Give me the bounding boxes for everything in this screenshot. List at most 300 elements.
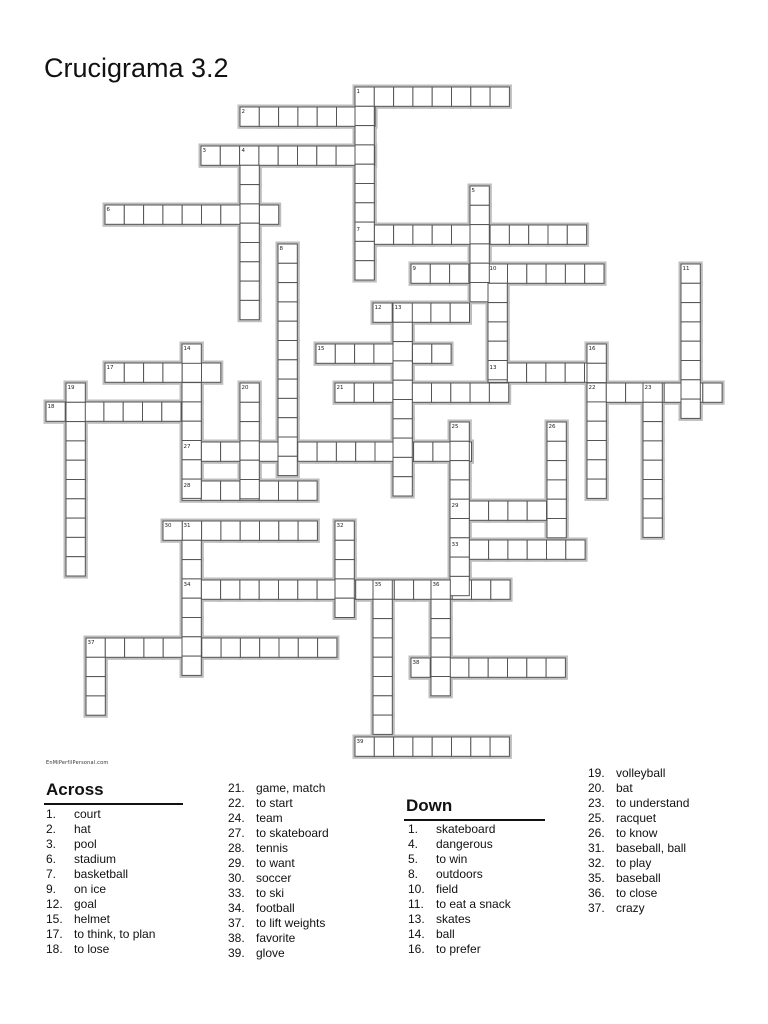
crossword-cell[interactable] <box>546 264 565 283</box>
crossword-cell[interactable] <box>431 677 450 696</box>
crossword-cell[interactable] <box>394 87 413 106</box>
crossword-cell[interactable] <box>373 715 392 734</box>
crossword-cell[interactable] <box>681 322 700 341</box>
clue-number: 35. <box>588 871 605 885</box>
crossword-cell[interactable] <box>124 363 143 382</box>
crossword-cell[interactable] <box>431 619 450 638</box>
crossword-cell[interactable] <box>529 225 548 244</box>
crossword-cell[interactable] <box>355 145 374 164</box>
crossword-cell[interactable] <box>66 422 85 441</box>
crossword-cell[interactable] <box>433 442 452 461</box>
crossword-cell[interactable] <box>279 638 298 657</box>
crossword-cell[interactable] <box>240 460 259 479</box>
clue-text: crazy <box>616 901 645 915</box>
crossword-cell[interactable] <box>450 576 469 595</box>
crossword-cell[interactable] <box>527 363 546 382</box>
crossword-cell[interactable] <box>452 225 471 244</box>
crossword-cell[interactable] <box>182 618 201 637</box>
crossword-cell[interactable] <box>643 422 662 441</box>
crossword-cell[interactable] <box>318 638 337 657</box>
across-clue <box>228 841 288 856</box>
clue-number: 6. <box>46 852 57 866</box>
crossword-cell[interactable] <box>163 638 182 657</box>
crossword-cell[interactable] <box>414 442 433 461</box>
crossword-cell[interactable] <box>546 658 565 677</box>
crossword-cell[interactable] <box>431 303 450 322</box>
crossword-cell[interactable] <box>356 580 375 599</box>
down-heading: Down <box>406 796 453 815</box>
crossword-cell[interactable] <box>430 264 449 283</box>
crossword-cell[interactable] <box>298 146 317 165</box>
crossword-cell[interactable] <box>278 437 297 456</box>
crossword-cell[interactable] <box>681 361 700 380</box>
crossword-cell[interactable] <box>144 363 163 382</box>
crossword-cell[interactable] <box>278 360 297 379</box>
crossword-cell[interactable] <box>240 185 259 204</box>
crossword-cell[interactable] <box>144 205 163 224</box>
crossword-cell[interactable] <box>489 383 508 402</box>
crossword-cell[interactable] <box>240 422 259 441</box>
crossword-cell[interactable] <box>182 205 201 224</box>
crossword-cell[interactable] <box>298 481 317 500</box>
crossword-cell[interactable] <box>201 442 220 461</box>
cell-number: 2 <box>241 109 245 115</box>
crossword-cell[interactable] <box>547 441 566 460</box>
crossword-cell[interactable] <box>66 441 85 460</box>
crossword-cell[interactable] <box>432 225 451 244</box>
crossword-cell[interactable] <box>317 146 336 165</box>
crossword-cell[interactable] <box>337 107 356 126</box>
crossword-cell[interactable] <box>470 263 489 282</box>
clue-text: game, match <box>256 781 326 795</box>
crossword-cell[interactable] <box>432 87 451 106</box>
crossword-cell[interactable] <box>488 341 507 360</box>
crossword-cell[interactable] <box>335 344 354 363</box>
crossword-cell[interactable] <box>278 263 297 282</box>
crossword-cell[interactable] <box>489 540 508 559</box>
crossword-cell[interactable] <box>567 225 586 244</box>
crossword-cell[interactable] <box>681 303 700 322</box>
crossword-cell[interactable] <box>182 460 201 479</box>
crossword-cell[interactable] <box>202 521 221 540</box>
crossword-cell[interactable] <box>450 658 469 677</box>
crossword-cell[interactable] <box>509 225 528 244</box>
crossword-cell[interactable] <box>221 580 240 599</box>
crossword-cell[interactable] <box>527 264 546 283</box>
crossword-cell[interactable] <box>335 540 354 559</box>
crossword-cell[interactable] <box>547 540 566 559</box>
crossword-cell[interactable] <box>488 658 507 677</box>
crossword-cell[interactable] <box>66 460 85 479</box>
crossword-cell[interactable] <box>336 146 355 165</box>
crossword-cell[interactable] <box>546 363 565 382</box>
crossword-cell[interactable] <box>393 438 412 457</box>
crossword-cell[interactable] <box>527 540 546 559</box>
crossword-cell[interactable] <box>585 264 604 283</box>
crossword-cell[interactable] <box>681 380 700 399</box>
crossword-cell[interactable] <box>450 441 469 460</box>
crossword-cell[interactable] <box>278 341 297 360</box>
crossword-cell[interactable] <box>66 480 85 499</box>
crossword-cell[interactable] <box>587 441 606 460</box>
crossword-cell[interactable] <box>470 225 489 244</box>
crossword-cell[interactable] <box>201 481 220 500</box>
crossword-cell[interactable] <box>565 264 584 283</box>
across-clue <box>228 931 295 946</box>
crossword-cell[interactable] <box>374 87 393 106</box>
clue-text: pool <box>74 837 97 851</box>
crossword-cell[interactable] <box>259 481 278 500</box>
crossword-cell[interactable] <box>470 244 489 263</box>
crossword-cell[interactable] <box>432 383 451 402</box>
crossword-cell[interactable] <box>643 441 662 460</box>
crossword-cell[interactable] <box>681 283 700 302</box>
crossword-cell[interactable] <box>547 461 566 480</box>
crossword-cell[interactable] <box>373 638 392 657</box>
cell-number: 27 <box>183 444 191 450</box>
crossword-cell[interactable] <box>472 580 491 599</box>
crossword-cell[interactable] <box>470 383 489 402</box>
crossword-cell[interactable] <box>393 457 412 476</box>
cell-number: 17 <box>106 365 114 371</box>
crossword-cell[interactable] <box>547 519 566 538</box>
crossword-cell[interactable] <box>144 638 163 657</box>
crossword-cell[interactable] <box>221 481 240 500</box>
crossword-cell[interactable] <box>317 442 336 461</box>
crossword-cell[interactable] <box>66 537 85 556</box>
crossword-cell[interactable] <box>507 363 526 382</box>
crossword-cell[interactable] <box>240 300 259 319</box>
crossword-cell[interactable] <box>104 402 123 421</box>
crossword-cell[interactable] <box>469 540 488 559</box>
cell-number: 36 <box>432 582 440 588</box>
crossword-cell[interactable] <box>335 579 354 598</box>
crossword-cell[interactable] <box>221 638 240 657</box>
crossword-cell[interactable] <box>587 460 606 479</box>
crossword-cell[interactable] <box>221 442 240 461</box>
crossword-cell[interactable] <box>527 501 546 520</box>
crossword-cell[interactable] <box>470 205 489 224</box>
crossword-cell[interactable] <box>335 598 354 617</box>
crossword-cell[interactable] <box>202 363 221 382</box>
crossword-cell[interactable] <box>259 205 278 224</box>
crossword-cell[interactable] <box>450 557 469 576</box>
crossword-cell[interactable] <box>508 501 527 520</box>
crossword-cell[interactable] <box>240 402 259 421</box>
crossword-cell[interactable] <box>278 283 297 302</box>
crossword-cell[interactable] <box>393 477 412 496</box>
crossword-cell[interactable] <box>354 383 373 402</box>
crossword-cell[interactable] <box>587 479 606 498</box>
clue-text: to start <box>256 796 293 810</box>
crossword-cell[interactable] <box>86 657 105 676</box>
crossword-cell[interactable] <box>85 402 104 421</box>
crossword-cell[interactable] <box>643 499 662 518</box>
crossword-cell[interactable] <box>240 441 259 460</box>
crossword-cell[interactable] <box>470 283 489 302</box>
crossword-cell[interactable] <box>278 418 297 437</box>
crossword-cell[interactable] <box>86 696 105 715</box>
crossword-cell[interactable] <box>431 599 450 618</box>
crossword-cell[interactable] <box>260 638 279 657</box>
crossword-cell[interactable] <box>491 580 510 599</box>
across-clue <box>46 807 101 822</box>
crossword-cell[interactable] <box>374 225 393 244</box>
crossword-cell[interactable] <box>452 737 471 756</box>
crossword-cell[interactable] <box>240 165 259 184</box>
crossword-cell[interactable] <box>279 521 298 540</box>
crossword-cell[interactable] <box>450 461 469 480</box>
crossword-cell[interactable] <box>547 480 566 499</box>
crossword-cell[interactable] <box>469 501 488 520</box>
crossword-cell[interactable] <box>394 580 413 599</box>
crossword-cell[interactable] <box>182 637 201 656</box>
crossword-cell[interactable] <box>182 656 201 675</box>
cell-number: 26 <box>548 424 556 430</box>
cell-number: 23 <box>644 385 652 391</box>
crossword-cell[interactable] <box>587 421 606 440</box>
across-clue <box>228 901 295 916</box>
crossword-cell[interactable] <box>355 344 374 363</box>
crossword-cell[interactable] <box>335 560 354 579</box>
crossword-cell[interactable] <box>240 638 259 657</box>
crossword-cell[interactable] <box>355 184 374 203</box>
crossword-cell[interactable] <box>374 383 393 402</box>
crossword-cell[interactable] <box>336 442 355 461</box>
across-clue <box>46 942 109 957</box>
crossword-cell[interactable] <box>626 383 645 402</box>
crossword-cell[interactable] <box>373 599 392 618</box>
crossword-cell[interactable] <box>143 402 162 421</box>
crossword-cell[interactable] <box>202 638 221 657</box>
crossword-cell[interactable] <box>221 205 240 224</box>
down-clue <box>408 912 471 927</box>
crossword-cell[interactable] <box>490 737 509 756</box>
crossword-cell[interactable] <box>508 264 527 283</box>
crossword-cell[interactable] <box>182 598 201 617</box>
crossword-cell[interactable] <box>373 657 392 676</box>
clue-text: basketball <box>74 867 129 881</box>
clue-text: to skateboard <box>256 826 329 840</box>
crossword-cell[interactable] <box>182 383 201 402</box>
crossword-cell[interactable] <box>490 225 509 244</box>
crossword-cell[interactable] <box>393 380 412 399</box>
clue-text: soccer <box>256 871 292 885</box>
crossword-cell[interactable] <box>66 402 85 421</box>
crossword-cell[interactable] <box>182 421 201 440</box>
cell-number: 7 <box>356 227 360 233</box>
crossword-cell[interactable] <box>565 363 584 382</box>
crossword-cell[interactable] <box>412 303 431 322</box>
crossword-cell[interactable] <box>355 126 374 145</box>
crossword-cell[interactable] <box>432 344 451 363</box>
crossword-cell[interactable] <box>587 363 606 382</box>
crossword-cell[interactable] <box>490 87 509 106</box>
crossword-cell[interactable] <box>469 658 488 677</box>
crossword-cell[interactable] <box>471 737 490 756</box>
clue-number: 10. <box>408 882 425 896</box>
crossword-cell[interactable] <box>182 540 201 559</box>
down-clue <box>588 856 651 871</box>
cell-number: 16 <box>588 346 596 352</box>
crossword-cell[interactable] <box>259 146 278 165</box>
crossword-cell[interactable] <box>66 518 85 537</box>
crossword-cell[interactable] <box>317 107 336 126</box>
crossword-cell[interactable] <box>393 342 412 361</box>
crossword-cell[interactable] <box>414 580 433 599</box>
clue-text: to lift weights <box>256 916 326 930</box>
cell-number: 8 <box>279 246 283 252</box>
crossword-cell[interactable] <box>450 303 469 322</box>
across-clue <box>46 897 97 912</box>
crossword-cell[interactable] <box>375 442 394 461</box>
crossword-cell[interactable] <box>259 442 278 461</box>
crossword-cell[interactable] <box>123 402 142 421</box>
crossword-cell[interactable] <box>240 262 259 281</box>
clue-number: 1. <box>408 822 419 836</box>
crossword-cell[interactable] <box>394 737 413 756</box>
crossword-cell[interactable] <box>201 580 220 599</box>
crossword-cell[interactable] <box>240 223 259 242</box>
crossword-cell[interactable] <box>450 264 469 283</box>
crossword-cell[interactable] <box>221 521 240 540</box>
clue-number: 15. <box>46 912 63 926</box>
crossword-cell[interactable] <box>450 519 469 538</box>
crossword-cell[interactable] <box>240 243 259 262</box>
crossword-cell[interactable] <box>278 456 297 475</box>
crossword-cell[interactable] <box>547 499 566 518</box>
crossword-cell[interactable] <box>452 87 471 106</box>
crossword-cell[interactable] <box>240 480 259 499</box>
crossword-cell[interactable] <box>220 146 239 165</box>
crossword-cell[interactable] <box>240 580 259 599</box>
crossword-cell[interactable] <box>355 241 374 260</box>
crossword-cell[interactable] <box>508 658 527 677</box>
crossword-cell[interactable] <box>298 638 317 657</box>
crossword-cell[interactable] <box>279 481 298 500</box>
across-clue <box>46 852 116 867</box>
cell-number: 10 <box>489 266 497 272</box>
crossword-cell[interactable] <box>298 521 317 540</box>
crossword-cell[interactable] <box>643 402 662 421</box>
crossword-cell[interactable] <box>374 344 393 363</box>
grid-cells <box>46 87 722 756</box>
crossword-cell[interactable] <box>278 302 297 321</box>
crossword-cell[interactable] <box>488 322 507 341</box>
crossword-cell[interactable] <box>681 399 700 418</box>
crossword-cell[interactable] <box>355 164 374 183</box>
crossword-cell[interactable] <box>182 560 201 579</box>
crossword-cell[interactable] <box>527 658 546 677</box>
crossword-cell[interactable] <box>279 580 298 599</box>
crossword-cell[interactable] <box>240 204 259 223</box>
crossword-cell[interactable] <box>298 442 317 461</box>
crossword-cell[interactable] <box>260 521 279 540</box>
crossword-cell[interactable] <box>431 638 450 657</box>
crossword-cell[interactable] <box>471 87 490 106</box>
crossword-cell[interactable] <box>374 737 393 756</box>
crossword-cell[interactable] <box>298 107 317 126</box>
crossword-cell[interactable] <box>643 460 662 479</box>
crossword-cell[interactable] <box>240 281 259 300</box>
crossword-cell[interactable] <box>202 205 221 224</box>
crossword-cell[interactable] <box>489 501 508 520</box>
crossword-cell[interactable] <box>431 657 450 676</box>
crossword-cell[interactable] <box>278 379 297 398</box>
crossword-cell[interactable] <box>488 303 507 322</box>
clue-text: to ski <box>256 886 285 900</box>
crossword-cell[interactable] <box>393 400 412 419</box>
crossword-cell[interactable] <box>162 402 181 421</box>
crossword-cell[interactable] <box>317 580 336 599</box>
crossword-cell[interactable] <box>163 205 182 224</box>
crossword-cell[interactable] <box>298 580 317 599</box>
crossword-cell[interactable] <box>105 638 124 657</box>
crossword-cell[interactable] <box>278 146 297 165</box>
crossword-cell[interactable] <box>413 225 432 244</box>
cell-number: 9 <box>412 266 416 272</box>
crossword-cell[interactable] <box>451 383 470 402</box>
crossword-cell[interactable] <box>373 619 392 638</box>
crossword-cell[interactable] <box>413 87 432 106</box>
crossword-cell[interactable] <box>587 402 606 421</box>
crossword-cell[interactable] <box>606 383 625 402</box>
crossword-cell[interactable] <box>355 261 374 280</box>
crossword-cell[interactable] <box>548 225 567 244</box>
crossword-cell[interactable] <box>394 225 413 244</box>
crossword-cell[interactable] <box>124 205 143 224</box>
crossword-cell[interactable] <box>681 341 700 360</box>
crossword-cell[interactable] <box>163 363 182 382</box>
crossword-cell[interactable] <box>278 398 297 417</box>
crossword-cell[interactable] <box>279 107 298 126</box>
crossword-cell[interactable] <box>355 203 374 222</box>
crossword-cell[interactable] <box>488 283 507 302</box>
crossword-cell[interactable] <box>182 402 201 421</box>
crossword-cell[interactable] <box>86 677 105 696</box>
crossword-cell[interactable] <box>373 677 392 696</box>
crossword-cell[interactable] <box>356 442 375 461</box>
cell-number: 39 <box>356 739 364 745</box>
crossword-cell[interactable] <box>259 580 278 599</box>
crossword-cell[interactable] <box>278 321 297 340</box>
crossword-cell[interactable] <box>355 106 374 125</box>
crossword-cell[interactable] <box>643 518 662 537</box>
crossword-cell[interactable] <box>393 361 412 380</box>
crossword-cell[interactable] <box>432 737 451 756</box>
crossword-cell[interactable] <box>508 540 527 559</box>
crossword-cell[interactable] <box>450 480 469 499</box>
crossword-cell[interactable] <box>259 107 278 126</box>
clue-number: 8. <box>408 867 419 881</box>
crossword-cell[interactable] <box>373 696 392 715</box>
crossword-cell[interactable] <box>240 521 259 540</box>
crossword-cell[interactable] <box>643 480 662 499</box>
crossword-cell[interactable] <box>413 737 432 756</box>
crossword-cell[interactable] <box>566 540 585 559</box>
clue-number: 3. <box>46 837 57 851</box>
crossword-cell[interactable] <box>412 383 431 402</box>
crossword-cell[interactable] <box>66 557 85 576</box>
crossword-cell[interactable] <box>393 419 412 438</box>
clue-number: 38. <box>228 931 245 945</box>
crossword-cell[interactable] <box>182 363 201 382</box>
crossword-cell[interactable] <box>66 499 85 518</box>
crossword-cell[interactable] <box>413 344 432 363</box>
crossword-cell[interactable] <box>703 383 722 402</box>
crossword-cell[interactable] <box>125 638 144 657</box>
crossword-cell[interactable] <box>393 322 412 341</box>
